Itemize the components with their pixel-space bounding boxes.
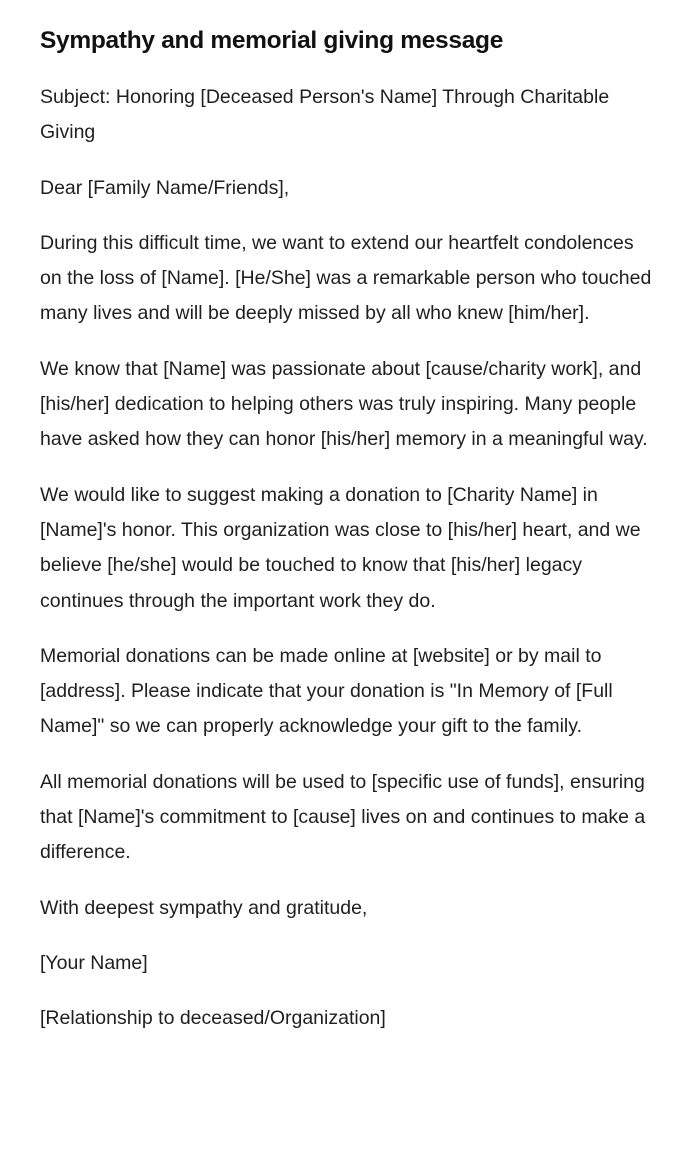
body-paragraph-condolences: During this difficult time, we want to extend our heartfelt condolences on the loss of [Name]. [He/She] was a remarkable person who touched many lives and will be deeply missed by all who knew [him/her]. <box>40 231 652 325</box>
salutation: Dear [Family Name/Friends], <box>40 176 290 199</box>
closing-line: With deepest sympathy and gratitude, <box>40 896 368 919</box>
body-paragraph-passion: We know that [Name] was passionate about [cause/charity work], and [his/her] dedication to helping others was truly inspiring. Many people have asked how they can honor [his/her] memory in a meaningful way. <box>40 357 648 451</box>
body-paragraph-donation-instructions: Memorial donations can be made online at [website] or by mail to [address]. Please indicate that your donation is "In Memory of [Full Name]" so we can properly acknowledge your gift to the family. <box>40 644 613 738</box>
body-paragraph-use-of-funds: All memorial donations will be used to [specific use of funds], ensuring that [Name]'s commitment to [cause] lives on and continues to make a difference. <box>40 770 646 864</box>
document-title: Sympathy and memorial giving message <box>40 27 504 54</box>
subject-line: Subject: Honoring [Deceased Person's Name] Through Charitable Giving <box>40 86 610 144</box>
body-paragraph-donation-suggestion: We would like to suggest making a donation to [Charity Name] in [Name]'s honor. This organization was close to [his/her] heart, and we believe [he/she] would be touched to know that [his/her] legacy continues through the important work they do. <box>40 483 641 612</box>
signature-relationship: [Relationship to deceased/Organization] <box>40 1007 386 1030</box>
signature-name: [Your Name] <box>40 951 148 974</box>
